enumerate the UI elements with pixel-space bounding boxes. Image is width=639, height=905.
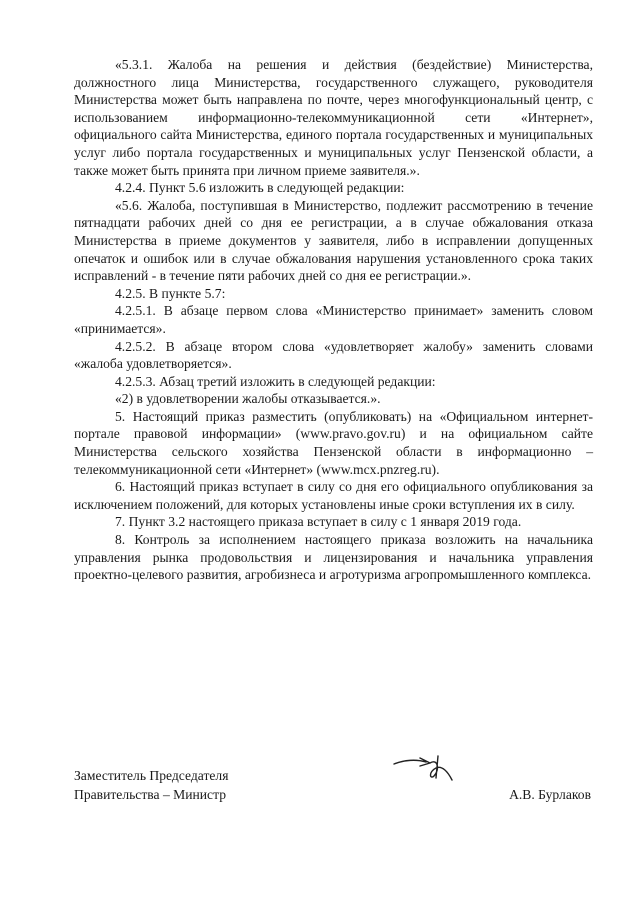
paragraph-5-6: «5.6. Жалоба, поступившая в Министерство, подлежит рассмотрению в течение пятнадцати рабочих дней со дня ее регистрации, а в случае обжалования отказа Министерства в приеме документов у заявителя, либо в исправлении допущенных опечаток и ошибок или в случае обжалования нарушения установленного срока таких исправлений - в течение пяти рабочих дней со дня ее регистрации.».	[74, 197, 593, 284]
paragraph-4-2-5-3: 4.2.5.3. Абзац третий изложить в следующей редакции:	[115, 373, 436, 389]
paragraph-5-3-1: «5.3.1. Жалоба на решения и действия (бездействие) Министерства, должностного лица Министерства, государственного служащего, руководителя Министерства может быть направлена по почте, через многофункциональный центр, с использованием информационно-телекоммуникационной сети «Интернет», официального сайта Министерства, единого портала государственных и муниципальных услуг либо портала государственных и муниципальных услуг Пензенской области, а также может быть принята при личном приеме заявителя.».	[74, 57, 593, 178]
signatory-position-line-2: Правительства – Министр	[74, 787, 226, 802]
document-body	[74, 56, 593, 584]
handwritten-signature	[390, 750, 460, 786]
paragraph-4-2-5-1: 4.2.5.1. В абзаце первом слова «Министерство принимает» заменить словом «принимается».	[74, 303, 593, 336]
paragraph-8: 8. Контроль за исполнением настоящего приказа возложить на начальника управления рынка продовольствия и лицензирования и начальника управления проектно-целевого развития, агробизнеса и агротуризма агропромышленного комплекса.	[74, 532, 593, 583]
paragraph-4-2-5-2: 4.2.5.2. В абзаце втором слова «удовлетворяет жалобу» заменить словами «жалоба удовлетворяется».	[74, 338, 593, 372]
paragraph-7: 7. Пункт 3.2 настоящего приказа вступает в силу с 1 января 2019 года.	[115, 514, 522, 530]
signatory-name: А.В. Бурлаков	[509, 787, 591, 802]
paragraph-6: 6. Настоящий приказ вступает в силу со дня его официального опубликования за исключением положений, для которых установлены иные сроки вступления их в силу.	[74, 479, 593, 512]
paragraph-5: 5. Настоящий приказ разместить (опубликовать) на «Официальном интернет-портале правовой информации» (www.pravo.gov.ru) и на официальном сайте Министерства сельского хозяйства Пензенской области в информационно – телекоммуникационной сети «Интернет» (www.mcx.pnzreg.ru).	[74, 408, 593, 477]
paragraph-4-2-4: 4.2.4. Пункт 5.6 изложить в следующей редакции:	[115, 180, 405, 196]
signatory-position	[74, 766, 228, 804]
paragraph-quote-2: «2) в удовлетворении жалобы отказывается.».	[115, 391, 381, 407]
paragraph-4-2-5: 4.2.5. В пункте 5.7:	[115, 285, 226, 301]
signatory-position-line-1: Заместитель Председателя	[74, 768, 229, 783]
